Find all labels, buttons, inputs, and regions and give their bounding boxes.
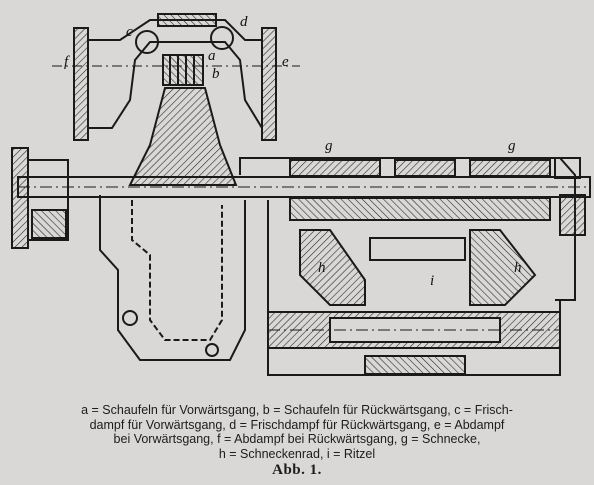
- label-g-left: g: [325, 138, 333, 154]
- label-a: a: [208, 48, 216, 64]
- figure-caption: [30, 403, 564, 461]
- label-f: f: [64, 54, 69, 70]
- label-h-right: h: [514, 260, 522, 276]
- shaft-and-worm: [12, 148, 590, 375]
- figure-labels: [64, 14, 522, 289]
- caption-line: h = Schneckenrad, i = Ritzel: [218, 446, 376, 461]
- label-i: i: [430, 273, 435, 289]
- label-e: e: [282, 54, 289, 70]
- caption-line: dampf für Vorwärtsgang, d = Frischdampf für Rückwärtsgang, e = Abdampf: [89, 417, 505, 432]
- label-d: d: [240, 14, 248, 30]
- label-b: b: [212, 66, 220, 82]
- label-c: c: [126, 24, 133, 40]
- figure-title: Abb. 1.: [272, 462, 322, 478]
- caption-line: a = Schaufeln für Vorwärtsgang, b = Schaufeln für Rückwärtsgang, c = Frisch-: [81, 403, 513, 417]
- label-h-left: h: [318, 260, 326, 276]
- caption-line: bei Vorwärtsgang, f = Abdampf bei Rückwärtsgang, g = Schnecke,: [113, 432, 481, 446]
- label-g-right: g: [508, 138, 516, 154]
